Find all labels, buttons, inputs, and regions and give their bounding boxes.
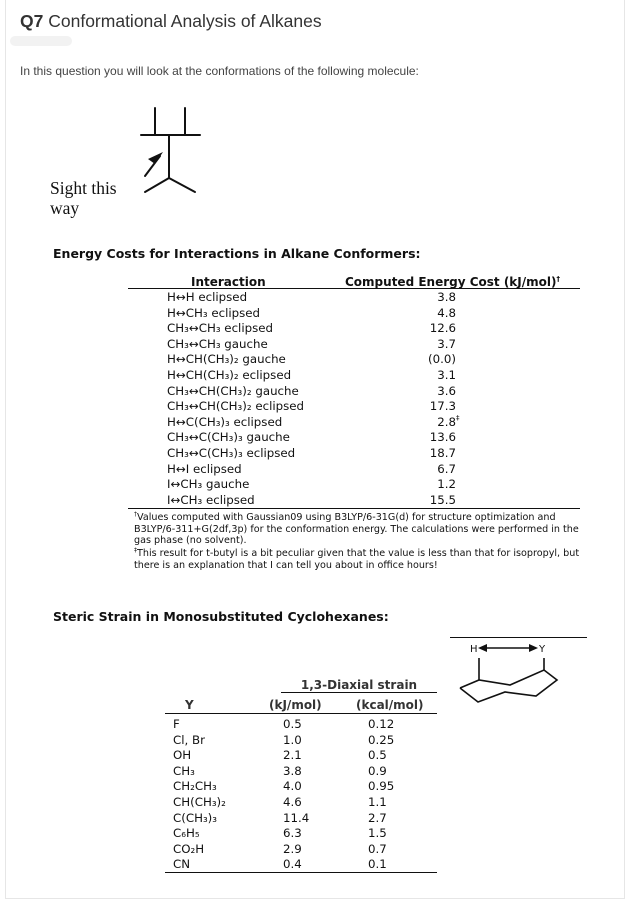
interaction-name: CH₃↔CH₃ gauche <box>167 336 268 351</box>
steric-row <box>165 716 437 732</box>
energy-row <box>128 445 580 461</box>
energy-row <box>128 305 580 321</box>
energy-table <box>128 272 580 509</box>
energy-row <box>128 398 580 414</box>
strain-kcal: 1.1 <box>368 794 387 809</box>
energy-value: 4.8 <box>437 305 456 320</box>
interaction-name: H↔CH(CH₃)₂ gauche <box>167 352 286 367</box>
energy-value: 18.7 <box>429 445 456 460</box>
question-number: Q7 <box>20 11 44 31</box>
energy-row <box>128 429 580 445</box>
substituent: C(CH₃)₃ <box>173 810 218 825</box>
steric-row <box>165 825 437 841</box>
steric-row <box>165 778 437 794</box>
energy-value: 3.7 <box>437 336 456 351</box>
energy-value: 3.1 <box>437 367 456 382</box>
interaction-name: H↔CH(CH₃)₂ eclipsed <box>167 367 292 382</box>
label-y: Y <box>539 644 546 655</box>
energy-value: 15.5 <box>429 492 456 507</box>
energy-row <box>128 351 580 367</box>
page-title <box>20 11 322 32</box>
strain-kj: 3.8 <box>283 763 302 778</box>
substituent: OH <box>173 748 192 763</box>
energy-row <box>128 289 580 305</box>
strain-kcal: 1.5 <box>368 826 387 841</box>
strain-kcal: 2.7 <box>368 810 387 825</box>
energy-value: (0.0) <box>428 352 456 367</box>
diagram-top-rule <box>450 637 587 638</box>
strain-kcal: 0.9 <box>368 763 387 778</box>
interaction-name: H↔H eclipsed <box>167 290 248 304</box>
cyclohexane-chair-diagram <box>440 640 590 720</box>
energy-value: 13.6 <box>429 430 456 445</box>
sight-arrow-head <box>148 152 163 164</box>
interaction-name: CH₃↔CH(CH₃)₂ gauche <box>167 383 299 398</box>
substituent: Cl, Br <box>173 732 205 747</box>
steric-row <box>165 763 437 779</box>
col-energy: Computed Energy Cost (kJ/mol)† <box>345 275 560 289</box>
energy-row <box>128 336 580 352</box>
interaction-name: H↔C(CH₃)₃ eclipsed <box>167 414 283 429</box>
energy-row <box>128 367 580 383</box>
interaction-name: CH₃↔C(CH₃)₃ eclipsed <box>167 445 296 460</box>
substituent: CH(CH₃)₂ <box>173 794 226 809</box>
footnote-2: ‡This result for t-butyl is a bit peculiar given that the value is less than that for isopropyl, but there is an explanation that I can tell you about in office hours! <box>134 547 580 571</box>
molecule-structure <box>0 90 260 200</box>
strain-kcal: 0.5 <box>368 748 387 763</box>
steric-row <box>165 841 437 857</box>
chair-ring <box>460 670 557 702</box>
question-title: Conformational Analysis of Alkanes <box>48 11 322 31</box>
bond-bottom-left <box>145 178 169 192</box>
arrow-head-left <box>478 644 487 652</box>
substituent: CO₂H <box>173 841 205 856</box>
interaction-name: I↔CH₃ eclipsed <box>167 492 255 507</box>
energy-value: 6.7 <box>437 461 456 476</box>
energy-value: 2.8 ‡ <box>437 413 460 429</box>
steric-row <box>165 794 437 810</box>
steric-heading: Steric Strain in Monosubstituted Cyclohexanes: <box>53 609 389 624</box>
interaction-name: I↔CH₃ gauche <box>167 477 250 492</box>
bond-bottom-right <box>169 178 195 192</box>
strain-kj: 0.5 <box>283 717 302 731</box>
energy-table-header <box>128 272 580 289</box>
interaction-name: H↔I eclipsed <box>167 461 242 476</box>
steric-row <box>165 732 437 748</box>
steric-table-header <box>165 697 437 714</box>
substituent: CN <box>173 857 191 872</box>
steric-row <box>165 810 437 826</box>
redaction-smudge <box>10 36 72 46</box>
energy-row <box>128 320 580 336</box>
label-h: H <box>470 644 478 655</box>
interaction-name: CH₃↔CH(CH₃)₂ eclipsed <box>167 399 305 414</box>
steric-row <box>165 747 437 763</box>
energy-value: 3.8 <box>437 290 456 304</box>
col-kj: (kJ/mol) <box>269 698 322 712</box>
energy-heading: Energy Costs for Interactions in Alkane Conformers: <box>53 246 421 261</box>
substituent: CH₂CH₃ <box>173 779 217 794</box>
strain-kj: 6.3 <box>283 826 302 841</box>
substituent: CH₃ <box>173 763 195 778</box>
strain-kj: 4.6 <box>283 794 302 809</box>
diaxial-strain-header: 1,3-Diaxial strain <box>281 678 437 693</box>
interaction-name: CH₃↔CH₃ eclipsed <box>167 321 273 336</box>
energy-row <box>128 414 580 430</box>
strain-kcal: 0.7 <box>368 841 387 856</box>
strain-kj: 11.4 <box>283 810 310 825</box>
substituent: F <box>173 717 180 731</box>
energy-value: 1.2 <box>437 477 456 492</box>
strain-kj: 2.9 <box>283 841 302 856</box>
strain-kj: 4.0 <box>283 779 302 794</box>
arrow-head-right <box>529 644 538 652</box>
strain-kcal: 0.12 <box>368 717 395 731</box>
footnote-1: †Values computed with Gaussian09 using B3LYP/6-31G(d) for structure optimization and B3LYP/6-311+G(2df,3p) for the conformation energy. The calculations were performed in the gas phase (no solvent). <box>134 511 579 547</box>
steric-table-bottom-rule <box>165 872 437 873</box>
energy-value: 12.6 <box>429 321 456 336</box>
strain-kj: 0.4 <box>283 857 302 872</box>
energy-value: 17.3 <box>429 399 456 414</box>
strain-kj: 1.0 <box>283 732 302 747</box>
strain-kcal: 0.95 <box>368 779 395 794</box>
sight-label: Sight this way <box>50 178 117 218</box>
energy-value: 3.6 <box>437 383 456 398</box>
strain-kcal: 0.25 <box>368 732 395 747</box>
steric-row <box>165 856 437 872</box>
interaction-name: H↔CH₃ eclipsed <box>167 305 261 320</box>
energy-row <box>128 492 580 508</box>
intro-text: In this question you will look at the conformations of the following molecule: <box>20 64 419 78</box>
energy-table-body <box>128 289 580 507</box>
substituent: C₆H₅ <box>173 826 200 841</box>
strain-kj: 2.1 <box>283 748 302 763</box>
strain-kcal: 0.1 <box>368 857 387 872</box>
steric-table-body <box>165 716 437 872</box>
energy-row <box>128 461 580 477</box>
energy-row <box>128 383 580 399</box>
interaction-name: CH₃↔C(CH₃)₃ gauche <box>167 430 290 445</box>
col-interaction: Interaction <box>191 275 266 289</box>
energy-row <box>128 476 580 492</box>
col-y: Y <box>185 698 194 712</box>
col-kcal: (kcal/mol) <box>356 698 424 712</box>
